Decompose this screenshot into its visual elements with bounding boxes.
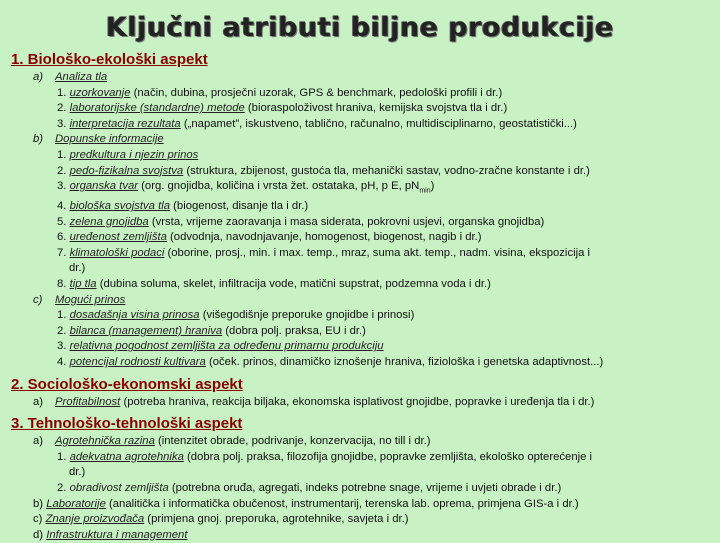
list-item: 3. interpretacija rezultata („napamet”, iskustveno, tablično, računalno, multidisciplinarno, geostatistički...) (57, 117, 577, 130)
list-item: 8. tip tla (dubina soluma, skelet, infiltracija vode, matični supstrat, podzemna voda i dr.) (57, 277, 491, 290)
list-item: 4. biološka svojstva tla (biogenost, disanje tla i dr.) (57, 200, 309, 212)
list-item: 3. organska tvar (org. gnojidba, količina i vrsta žet. ostataka, pH, p E, $pN_{min}$) (57, 180, 435, 195)
list-item: 3. relativna pogodnost zemljišta za određenu primarnu produkciju (57, 340, 384, 353)
list-item: b) Laboratorije (analitička i informatička obučenost, instrumentarij, terenska lab. oprema, primjena GIS-a i dr.) (33, 497, 579, 510)
sub-c-heading: c) Mogući prinos (33, 293, 126, 306)
list-item: 1. uzorkovanje (način, dubina, prosječni uzorak, GPS & benchmark, pedološki profili i dr.) (57, 86, 503, 99)
slide-content (11, 50, 711, 543)
list-item: 5. zelena gnojidba (vrsta, vrijeme zaoravanja i masa siderata, pokrovni usjevi, organska gnojidba) (57, 215, 545, 228)
list-item: 1. dosadašnja visina prinosa (višegodišnje preporuke gnojidbe i prinosi) (57, 309, 415, 322)
list-item: 2. pedo-fizikalna svojstva (struktura, zbijenost, gustoća tla, mehanički sastav, vodno-zračne konstante i dr.) (57, 164, 590, 177)
sub-a-heading: a) Analiza tla (33, 71, 108, 83)
list-item-continuation: dr.) (69, 466, 86, 479)
list-item: 1. adekvatna agrotehnika (dobra polj. praksa, filozofija gnojidbe, popravke zemljišta, ekološko opterećenje i (57, 450, 593, 463)
sub-b-heading: b) Dopunske informacije (33, 133, 164, 146)
list-item: 2. laboratorijske (standardne) metode (bioraspoloživost hraniva, kemijska svojstva tla i dr.) (57, 102, 508, 115)
list-item: 4. potencijal rodnosti kultivara (oček. prinos, dinamičko iznošenje hraniva, fiziološka i genetska adaptivnost...) (57, 355, 604, 368)
list-item: 7. klimatološki podaci (oborine, prosj., min. i max. temp., mraz, suma akt. temp., nadm. visina, ekspozicija i (57, 246, 591, 259)
slide-title: Ključni atributi biljne produkcije (106, 12, 614, 43)
list-item: d) Infrastruktura i management (33, 528, 188, 541)
section-3-heading: 3. Tehnološko-tehnološki aspekt (11, 415, 243, 433)
list-item: a) Profitabilnost (potreba hraniva, reakcija biljaka, ekonomska isplativost gnojidbe, popravke i uređenja tla i dr.) (33, 395, 595, 408)
list-item: a) Agrotehnička razina (intenzitet obrade, podrivanje, konzervacija, no till i dr.) (33, 435, 431, 448)
section-1-heading: 1. Biološko-ekološki aspekt (11, 51, 208, 68)
list-item: 6. uređenost zemljišta (odvodnja, navodnjavanje, homogenost, biogenost, nagib i dr.) (57, 231, 482, 244)
list-item: 2. bilanca (management) hraniva (dobra polj. praksa, EU i dr.) (57, 324, 366, 337)
section-2-heading: 2. Sociološko-ekonomski aspekt (11, 375, 243, 393)
list-item: c) Znanje proizvođača (primjena gnoj. preporuka, agrotehnike, savjeta i dr.) (33, 513, 409, 526)
list-item: 1. predkultura i njezin prinos (57, 148, 199, 161)
list-item: 2. obradivost zemljišta (potrebna oruđa, agregati, indeks potrebne snage, vrijeme i uvjeti obrade i dr.) (57, 481, 562, 494)
list-item-continuation: dr.) (69, 262, 86, 275)
